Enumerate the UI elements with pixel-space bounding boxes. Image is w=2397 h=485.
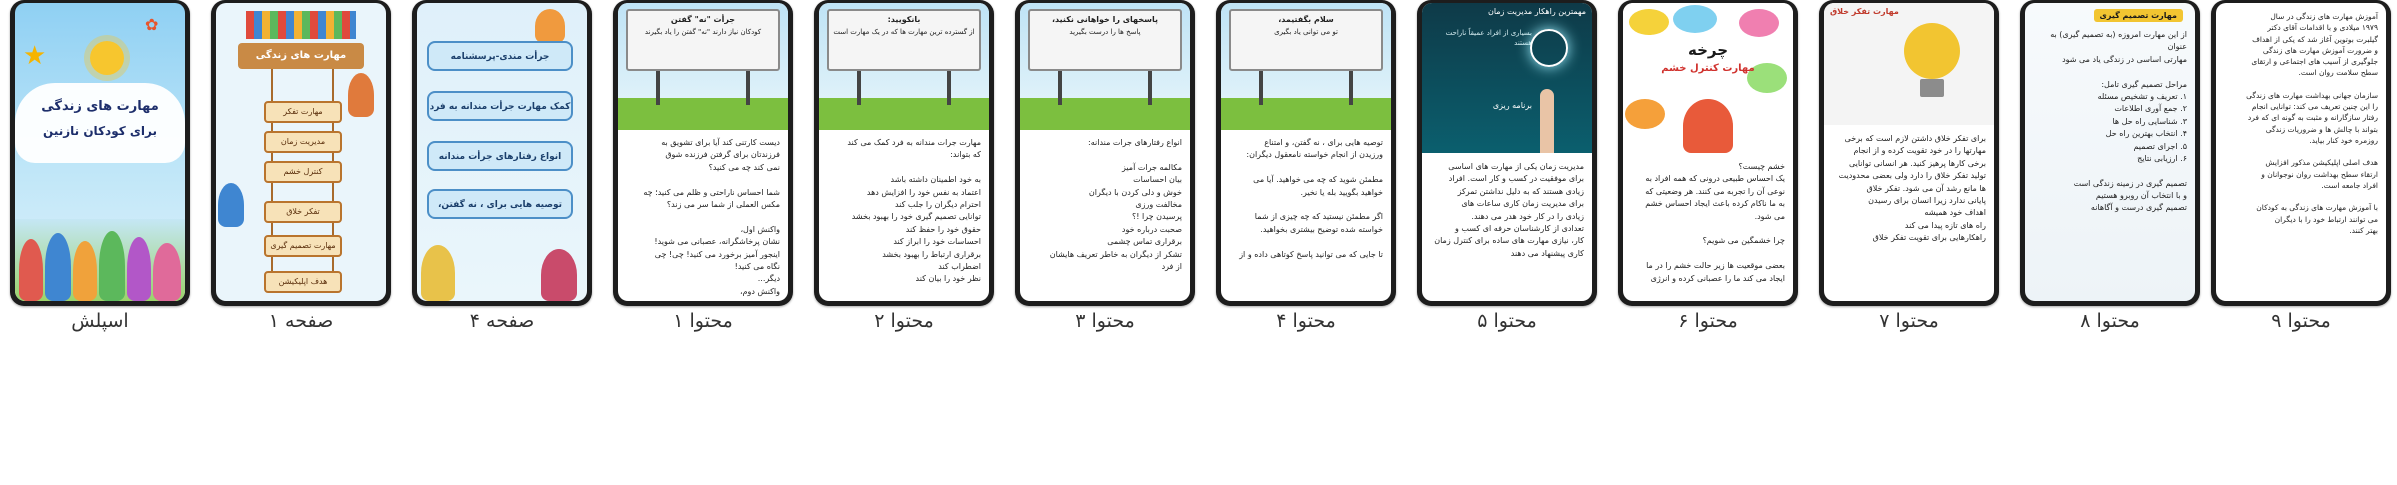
phone-frame-content-9[interactable] [2211, 0, 2391, 306]
menu-item-assertive-help[interactable]: کمک مهارت جرأت مندانه به فرد [427, 91, 573, 121]
lightbulb-icon [1530, 29, 1568, 67]
caption-content-9: محتوا ۹ [2271, 310, 2331, 332]
caption-content-2: محتوا ۲ [874, 310, 934, 332]
star-icon: ★ [23, 41, 47, 71]
menu-item-creative-thinking[interactable]: تفکر خلاق [264, 201, 342, 223]
hero-title: مهمترین راهکار مدیریت زمان [1487, 7, 1586, 16]
billboard-post [656, 71, 660, 105]
child-figure [421, 245, 455, 301]
billboard [1229, 9, 1383, 71]
content-body: آموزش مهارت های زندگی در سال ۱۹۷۹ میلادی و با اقدامات آقای دکتر گیلبرت بوتوین آغاز شد که یکی از اهداف و ضرورت آموزش مهارت های زندگی جلوگیری از آسیب های اجتماعی و ارتقای سطح سلامت روان است. سازمان جهانی بهداشت مهارت های زندگی را این چنین تعریف می کند: توانایی انجام رفتار سازگارانه و مثبت به گونه ای که فرد بتواند با چالش ها و ضروریات زندگی روزمره خود کنار بیاید. هدف اصلی اپلیکیشن مذکور افزایش ارتقاء سطح بهداشت روان نوجوانان و افراد جامعه است. با آموزش مهارت های زندگی به کودکان می توانند ارتباط خود را با دیگران بهتر کنند. [2246, 12, 2378, 235]
child-figure [348, 73, 374, 117]
child-figure [541, 249, 577, 301]
content-body: خشم چیست؟ یک احساس طبیعی درونی که همه افراد به نوعی آن را تجربه می کنند. هر وضعیتی که به ما ناکام کرده باعث ایجاد احساس خشم می شود. چرا خشمگین می شویم؟ بعضی موقعیت ها زیر حالت خشم را در ما ایجاد می کند ما را عصبانی کرده و انرژی [1645, 162, 1785, 283]
billboard [827, 9, 981, 71]
billboard-text: کودکان نیاز دارند "نه" گفتن را یاد بگیرند [644, 27, 762, 36]
billboard-text: از گسترده ترین مهارت ها که در یک مهارت است [833, 27, 975, 36]
billboard [626, 9, 780, 71]
menu-item-time-management[interactable]: مدیریت زمان [264, 131, 342, 153]
section-title-badge: مهارت تصمیم گیری [2094, 9, 2183, 22]
caption-content-7: محتوا ۷ [1879, 310, 1939, 332]
butterfly-icon: ✿ [145, 15, 159, 34]
content-body: مهارت جرات مندانه به فرد کمک می کند که بتواند: به خود اطمینان داشته باشد اعتماد به نفس خود را افزایش دهد احترام دیگران را جلب کند توانایی تصمیم گیری خود را بهبود بخشد حقوق خود را حفظ کند احساسات خود را ابراز کند برقراری ارتباط را بهبود بخشد اضطراب کند نظر خود را بیان کند [847, 138, 981, 284]
billboard-post [1349, 71, 1353, 105]
menu-item-assertiveness-questionnaire[interactable]: جرأت مندی-پرسشنامه [427, 41, 573, 71]
billboard-post [1058, 71, 1062, 105]
caption-content-3: محتوا ۳ [1075, 310, 1135, 332]
content-body: مدیریت زمان یکی از مهارت های اساسی برای موفقیت در کسب و کار است. افراد زیادی هستند که به دلیل نداشتن تمرکز برای مدیریت زمان کاری ساعات های زیادی را در کار خود هدر می دهند. تعدادی از کارشناسان حرفه ای کسب و کار، نیازی مهارت های ساده برای کنترل زمان کاری پیشنهاد می دهند [1434, 162, 1584, 258]
phone-frame-splash[interactable] [10, 0, 190, 306]
content-body: برای تفکر خلاق داشتن لازم است که برخی مهارتها را در خود تقویت کرده و از انجام برخی کارها پرهیز کنید. هر انسانی توانایی تولید تفکر خلاق را دارد ولی بعضی محدودیت ها مانع رشد آن می شود. تفکر خلاق پایانی ندارد زیرا انسان برای رسیدن اهداف خود همیشه راه های تازه پیدا می کند راهکارهایی برای تقویت تفکر خلاق [1838, 134, 1986, 243]
child-figure [218, 183, 244, 227]
caption-content-8: محتوا ۸ [2080, 310, 2140, 332]
caption-content-6: محتوا ۶ [1678, 310, 1738, 332]
caption-page-4: صفحه ۴ [469, 310, 535, 332]
grass-strip [1221, 98, 1391, 130]
hero-subtitle: برنامه ریزی [1492, 101, 1532, 110]
cloud-shape [15, 83, 185, 163]
bubbles-illustration [1623, 3, 1793, 153]
grass-strip [1020, 98, 1190, 130]
phone-frame-page-1[interactable] [211, 0, 391, 306]
grass-strip [618, 98, 788, 130]
menu-item-assertive-behaviors[interactable]: انواع رفتارهای جرأت مندانه [427, 141, 573, 171]
caption-content-5: محتوا ۵ [1477, 310, 1537, 332]
splash-subtitle: برای کودکان نازنین [43, 124, 157, 138]
finger-pointer [1540, 89, 1554, 153]
grass-strip [819, 98, 989, 130]
phone-frame-content-5[interactable] [1417, 0, 1597, 306]
caption-page-1: صفحه ۱ [268, 310, 334, 332]
menu-item-app-goal[interactable]: هدف اپلیکیشن [264, 271, 342, 293]
billboard-post [947, 71, 951, 105]
caption-content-4: محتوا ۴ [1276, 310, 1336, 332]
menu-header: مهارت های زندگی [238, 43, 364, 69]
phone-frame-content-2[interactable] [814, 0, 994, 306]
billboard-title: بانکویید: [887, 15, 921, 24]
billboard [1028, 9, 1182, 71]
hero-text: بسیاری از افراد عمیقاً ناراحت هستند [1445, 29, 1532, 47]
billboard-post [857, 71, 861, 105]
menu-item-thinking[interactable]: مهارت تفکر [264, 101, 342, 123]
content-body: از این مهارت امروزه (به تصمیم گیری) به عنوان مهارتی اساسی در زندگی یاد می شود مراحل تصمیم گیری تامل: ۱. تعریف و تشخیص مسئله ۲. جمع آوری اطلاعات ۳. شناسایی راه حل ها ۴. انتخاب بهترین راه حل ۵. اجرای تصمیم ۶. ارزیابی نتایج تصمیم گیری در زمینه زندگی است و با انتخاب آن روبرو هستیم تصمیم گیری درست و آگاهانه [2050, 30, 2187, 213]
anger-control-header: مهارت کنترل خشم [1661, 63, 1755, 74]
billboard-post [1259, 71, 1263, 105]
billboard-title: پاسخهای را خواهانی نکنید، [1052, 15, 1158, 24]
phone-frame-content-4[interactable] [1216, 0, 1396, 306]
hero-title: مهارت تفکر خلاق [1830, 7, 1899, 16]
menu-item-decision-making[interactable]: مهارت تصمیم گیری [264, 235, 342, 257]
lightbulb-base [1920, 79, 1944, 97]
splash-title: مهارت های زندگی [41, 99, 159, 114]
hero-image [1422, 3, 1592, 153]
phone-frame-content-6[interactable] [1618, 0, 1798, 306]
billboard-title: سلام بگفتیمد، [1278, 15, 1334, 24]
content-body: دیست کارتنی کند آیا برای تشویق به فرزندتان برای گرفتن فرزنده شوق نمی کند چه می کنید؟ شما احساس ناراحتی و ظلم می کنید؛ چه مکس العملی از شما سر می زند؟ واکنش اول، نشان پرخاشگرانه، عصبانی می شوید! اینجور آمیز برخورد می کنید! چی! چی نگاه می کنید! دیگر... واکنش دوم، [643, 138, 780, 296]
yarn-lightbulb-icon [1904, 23, 1960, 79]
phone-frame-content-1[interactable] [613, 0, 793, 306]
cycle-header: چرخه [1687, 41, 1729, 59]
phone-frame-content-3[interactable] [1015, 0, 1195, 306]
billboard-text: پاسخ ها را درست بگیرید [1069, 27, 1141, 36]
books-illustration [246, 11, 356, 39]
content-body: توصیه هایی برای ، نه گفتن، و امتناع ورزیدن از انجام خواسته نامعقول دیگران: مطمئن شوید که چه می خواهید. آیا می خواهید بگویید بله یا نخیر. اگر مطمئن نیستید که چه چیزی از شما خواسته شده توضیح بیشتری بخواهید. تا جایی که می توانید پاسخ کوتاهی داده و از [1239, 138, 1383, 259]
menu-item-saying-no-tips[interactable]: توصیه هایی برای ، نه گفتن، [427, 189, 573, 219]
caption-splash: اسپلش [71, 310, 129, 332]
phone-frame-page-4[interactable] [412, 0, 592, 306]
phone-frame-content-7[interactable] [1819, 0, 1999, 306]
menu-item-anger-control[interactable]: کنترل خشم [264, 161, 342, 183]
billboard-post [1148, 71, 1152, 105]
billboard-post [746, 71, 750, 105]
billboard-title: جرأت "نه" گفتن [670, 15, 736, 24]
content-body: انواع رفتارهای جرات مندانه: مکالمه جرات آمیز بیان احساسات خوش و دلی کردن با دیگران مخالفت ورزی پرسیدن چرا !؟ صحبت درباره خود برقراری تماس چشمی تشکر از دیگران به خاطر تعریف هایشان از فرد [1049, 138, 1182, 271]
children-illustration [15, 219, 185, 301]
billboard-text: تو می توانی یاد بگیری [1274, 27, 1338, 36]
phone-frame-content-8[interactable] [2020, 0, 2200, 306]
caption-content-1: محتوا ۱ [673, 310, 733, 332]
child-figure [535, 9, 565, 43]
sun-icon [90, 41, 124, 75]
